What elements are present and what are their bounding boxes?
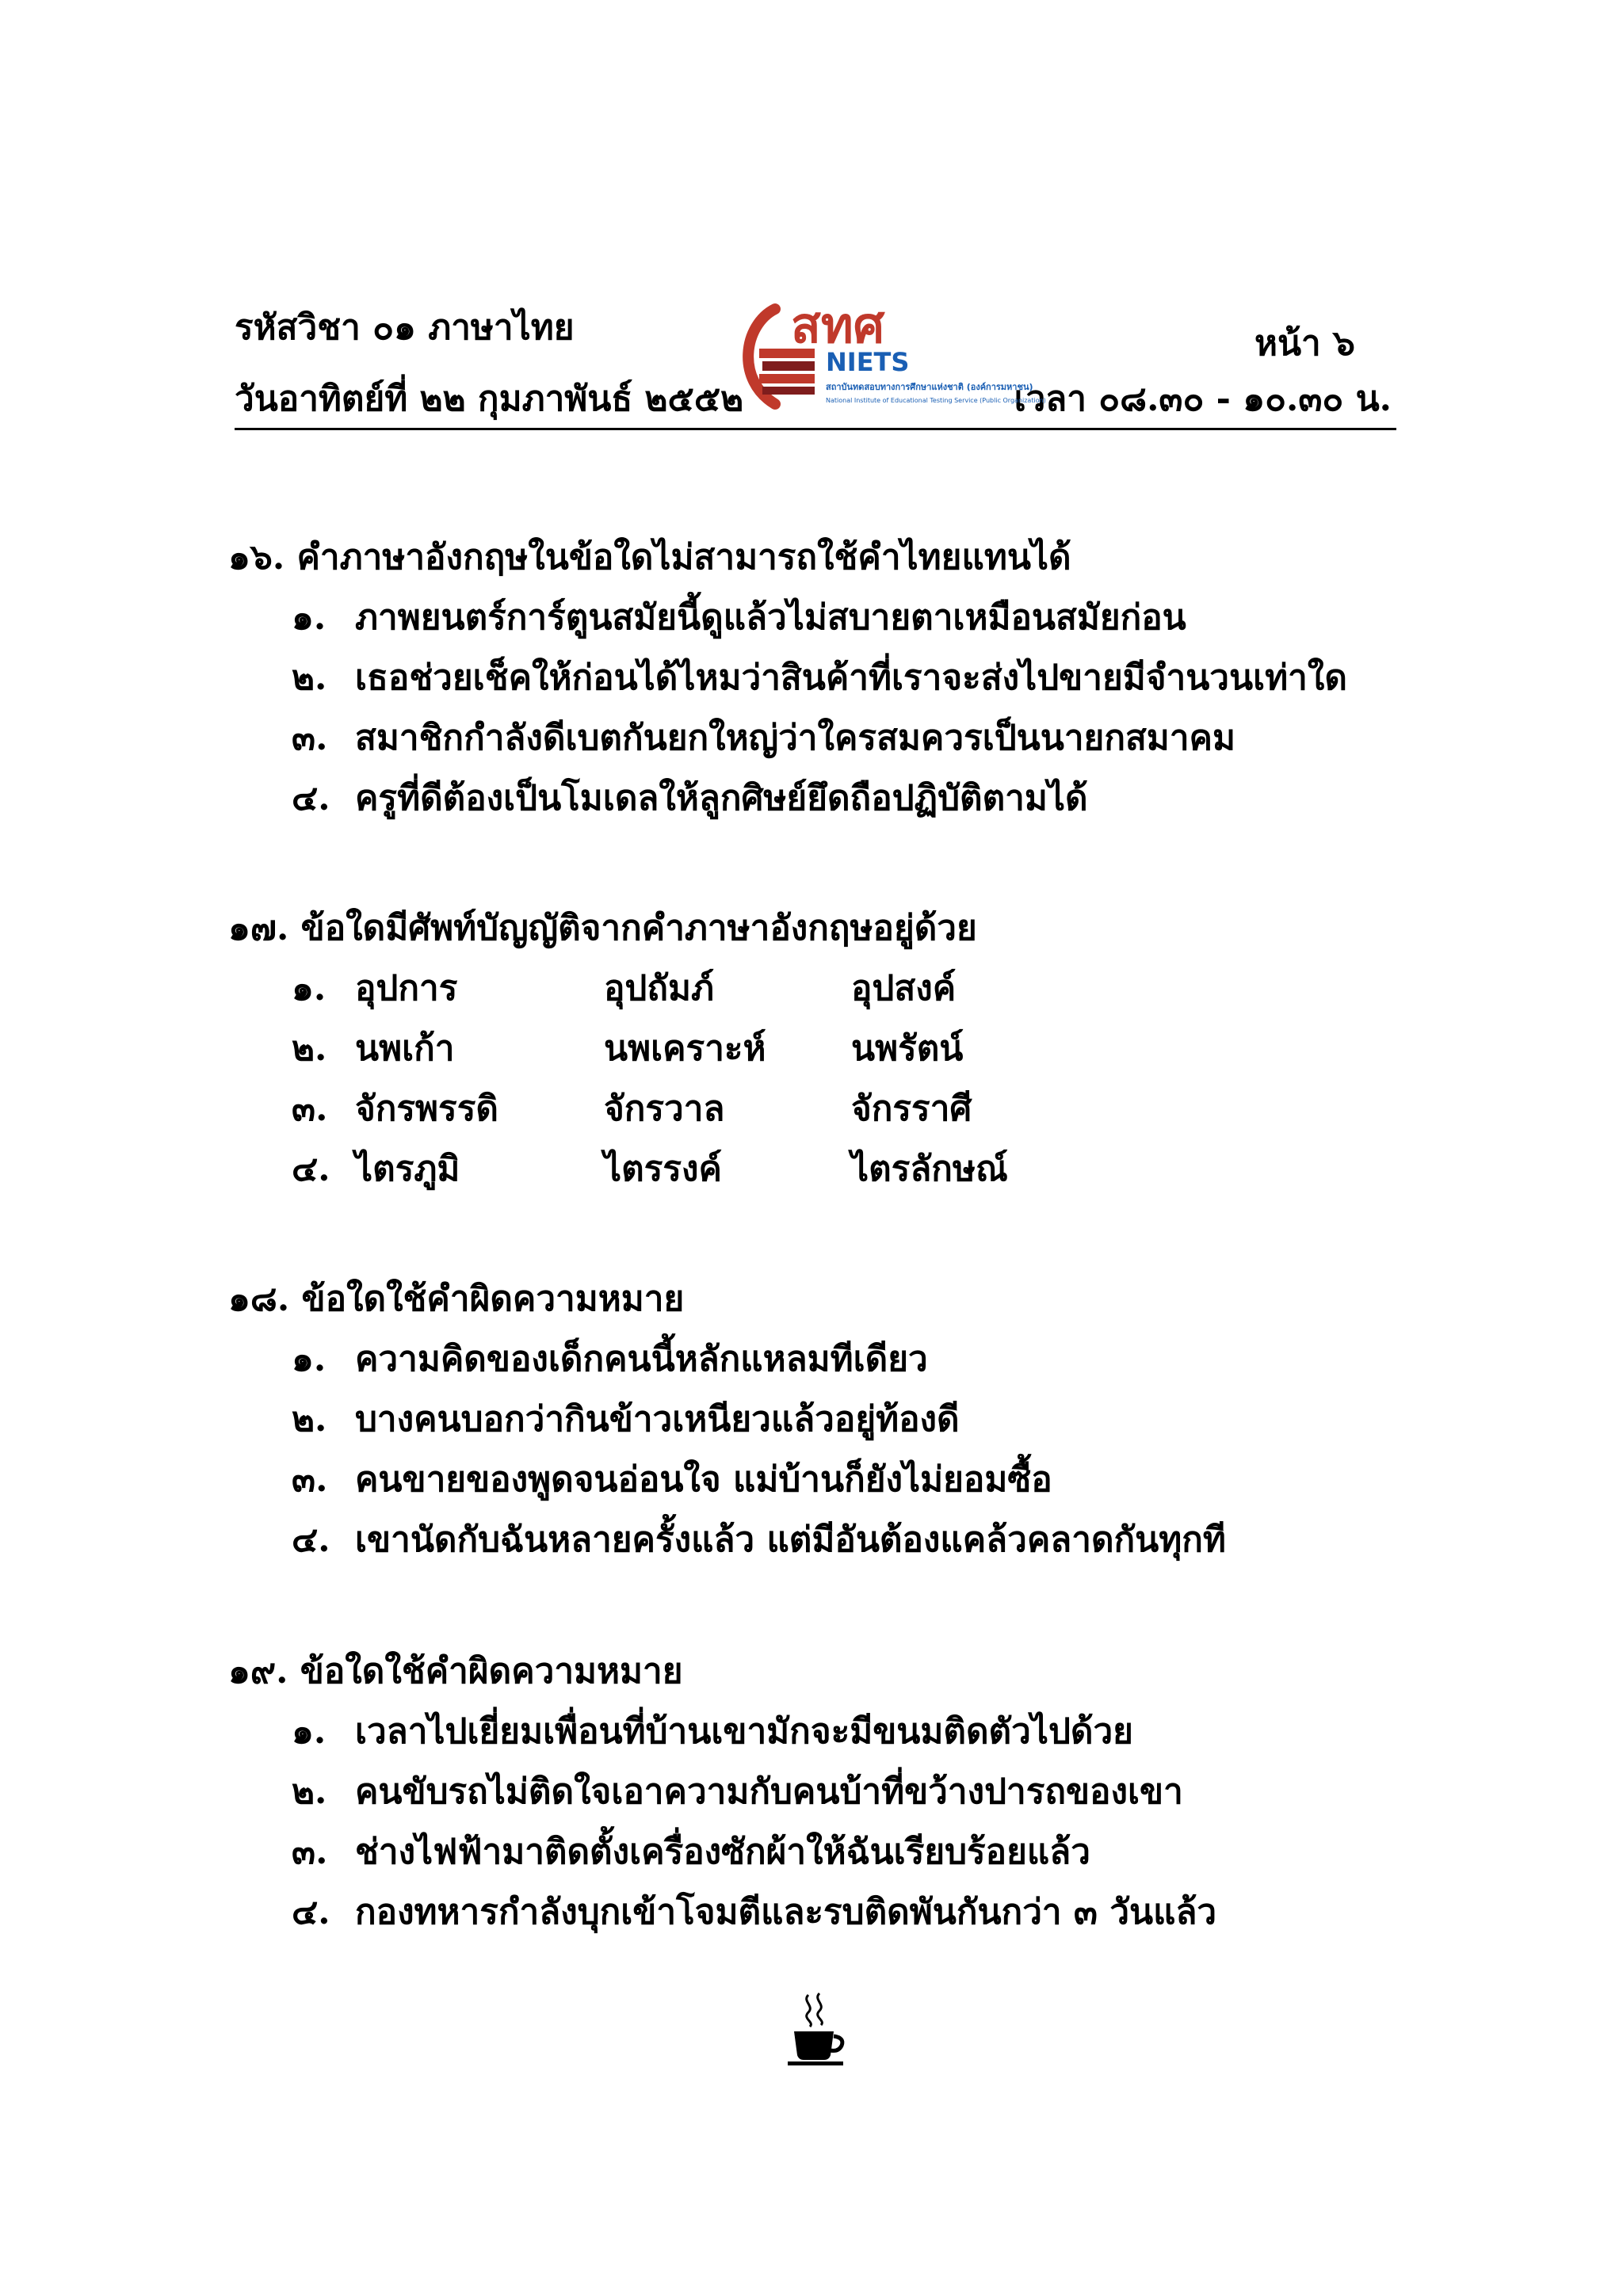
option-number: ๒. bbox=[292, 658, 327, 698]
option-number: ๓. bbox=[292, 1832, 328, 1872]
question-18 bbox=[228, 1269, 1417, 1570]
option-word: นพเคราะห์ bbox=[604, 1028, 766, 1069]
option-number: ๓. bbox=[292, 718, 328, 758]
option-text: ความคิดของเด็กคนนี้หลักแหลมทีเดียว bbox=[355, 1339, 928, 1379]
option bbox=[228, 1019, 1417, 1079]
option-text: เธอช่วยเช็คให้ก่อนได้ไหมว่าสินค้าที่เราจะส่งไปขายมีจำนวนเท่าใด bbox=[355, 658, 1347, 698]
question-title: ๑๗. ข้อใดมีศัพท์บัญญัติจากคำภาษาอังกฤษอยู่ด้วย bbox=[228, 908, 977, 948]
option-word: อุปถัมภ์ bbox=[604, 968, 715, 1009]
option-word: อุปสงค์ bbox=[851, 968, 957, 1009]
option-number: ๔. bbox=[292, 778, 330, 818]
question-17 bbox=[228, 898, 1417, 1199]
option bbox=[228, 1882, 1417, 1943]
question-title: ๑๘. ข้อใดใช้คำผิดความหมาย bbox=[228, 1279, 685, 1319]
option bbox=[228, 1510, 1417, 1570]
option-word: นพรัตน์ bbox=[851, 1028, 964, 1069]
option-text: กองทหารกำลังบุกเข้าโจมตีและรบติดพันกันกว่า ๓ วันแล้ว bbox=[355, 1892, 1217, 1932]
option-number: ๔. bbox=[292, 1149, 330, 1189]
option-text: บางคนบอกว่ากินข้าวเหนียวแล้วอยู่ท้องดี bbox=[355, 1399, 960, 1440]
exam-time: เวลา ๐๘.๓๐ - ๑๐.๓๐ น. bbox=[1014, 379, 1392, 419]
option bbox=[228, 1390, 1417, 1450]
option bbox=[228, 1762, 1417, 1822]
svg-text:สถาบันทดสอบทางการศึกษาแห่งชาติ: สถาบันทดสอบทางการศึกษาแห่งชาติ (องค์การมหาชน) bbox=[826, 382, 1033, 392]
option-text: คนขายของพูดจนอ่อนใจ แม่บ้านก็ยังไม่ยอมซื้อ bbox=[355, 1459, 1052, 1500]
option bbox=[228, 648, 1417, 708]
option bbox=[228, 708, 1417, 769]
option-word: จักรวาล bbox=[604, 1089, 725, 1129]
option bbox=[228, 588, 1417, 648]
option bbox=[228, 1079, 1417, 1139]
question-16 bbox=[228, 528, 1417, 829]
option bbox=[228, 1139, 1417, 1199]
option-text: ภาพยนตร์การ์ตูนสมัยนี้ดูแล้วไม่สบายตาเหมือนสมัยก่อน bbox=[355, 597, 1186, 638]
option-number: ๒. bbox=[292, 1772, 327, 1812]
header-divider bbox=[235, 428, 1396, 430]
svg-text:NIETS: NIETS bbox=[826, 347, 910, 377]
page-number: หน้า ๖ bbox=[1254, 323, 1355, 364]
option bbox=[228, 1329, 1417, 1390]
option bbox=[228, 1702, 1417, 1762]
svg-text:สทศ: สทศ bbox=[791, 296, 885, 354]
option-word: นพเก้า bbox=[355, 1028, 455, 1069]
option-number: ๔. bbox=[292, 1892, 330, 1932]
option-text: ครูที่ดีต้องเป็นโมเดลให้ลูกศิษย์ยึดถือปฏิบัติตามได้ bbox=[355, 778, 1088, 818]
niets-logo bbox=[727, 293, 1076, 412]
option-text: คนขับรถไม่ติดใจเอาความกับคนบ้าที่ขว้างปารถของเขา bbox=[355, 1772, 1183, 1812]
option bbox=[228, 1822, 1417, 1882]
option bbox=[228, 1450, 1417, 1510]
option-number: ๒. bbox=[292, 1028, 327, 1069]
option-word: ไตรภูมิ bbox=[355, 1149, 460, 1189]
option-word: อุปการ bbox=[355, 968, 458, 1009]
option bbox=[228, 959, 1417, 1019]
option-text: เขานัดกับฉันหลายครั้งแล้ว แต่มีอันต้องแคล้วคลาดกันทุกที bbox=[355, 1520, 1226, 1560]
option-word: จักรราศี bbox=[851, 1089, 972, 1129]
option-text: สมาชิกกำลังดีเบตกันยกใหญ่ว่าใครสมควรเป็นนายกสมาคม bbox=[355, 718, 1235, 758]
option-word: ไตรลักษณ์ bbox=[851, 1149, 1008, 1189]
option-number: ๑. bbox=[292, 1711, 327, 1752]
option-number: ๑. bbox=[292, 1339, 327, 1379]
option-number: ๔. bbox=[292, 1520, 330, 1560]
question-title: ๑๖. คำภาษาอังกฤษในข้อใดไม่สามารถใช้คำไทยแทนได้ bbox=[228, 537, 1071, 578]
option-text: ช่างไฟฟ้ามาติดตั้งเครื่องซักผ้าให้ฉันเรียบร้อยแล้ว bbox=[355, 1832, 1090, 1872]
coffee-cup-icon bbox=[785, 1989, 848, 2068]
question-19 bbox=[228, 1642, 1417, 1943]
option-number: ๑. bbox=[292, 968, 327, 1009]
option-number: ๓. bbox=[292, 1459, 328, 1500]
option bbox=[228, 769, 1417, 829]
option-word: ไตรรงค์ bbox=[604, 1149, 722, 1189]
exam-date: วันอาทิตย์ที่ ๒๒ กุมภาพันธ์ ๒๕๕๒ bbox=[235, 379, 744, 419]
option-number: ๑. bbox=[292, 597, 327, 638]
option-word: จักรพรรดิ bbox=[355, 1089, 498, 1129]
option-text: เวลาไปเยี่ยมเพื่อนที่บ้านเขามักจะมีขนมติดตัวไปด้วย bbox=[355, 1711, 1133, 1752]
subject-code: รหัสวิชา ๐๑ ภาษาไทย bbox=[235, 307, 575, 348]
question-title: ๑๙. ข้อใดใช้คำผิดความหมาย bbox=[228, 1651, 683, 1691]
svg-text:National Institute of Educatio: National Institute of Educational Testing Service (Public Organization) bbox=[826, 397, 1046, 404]
option-number: ๒. bbox=[292, 1399, 327, 1440]
option-number: ๓. bbox=[292, 1089, 328, 1129]
